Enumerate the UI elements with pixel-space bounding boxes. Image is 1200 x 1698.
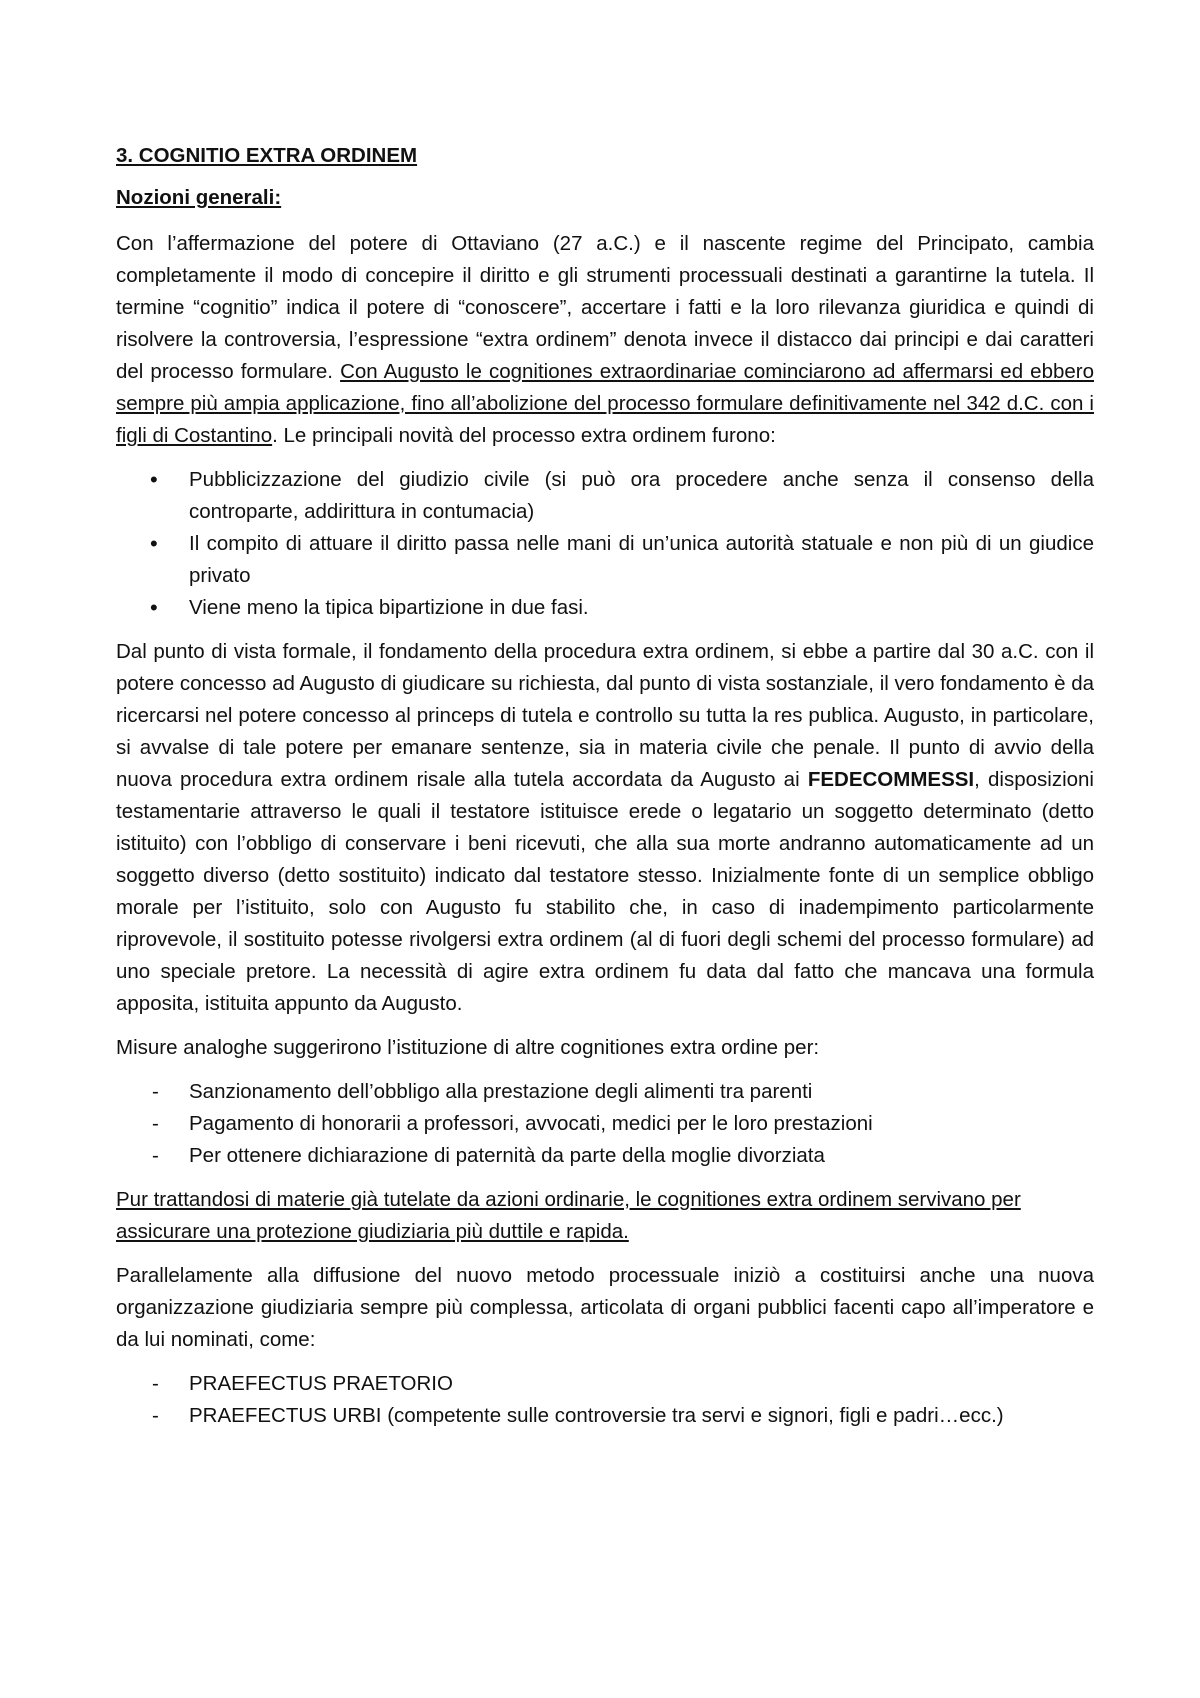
section-subtitle: Nozioni generali: [116,186,282,209]
list-item-text: Pubblicizzazione del giudizio civile (si può ora procedere anche senza il consenso della controparte, addirittura in contumacia) [189,468,1094,523]
paragraph-intro-tail: . Le principali novità del processo extra ordinem furono: [272,424,776,447]
paragraph-intro [116,228,1094,452]
list-item-text: PRAEFECTUS URBI (competente sulle controversie tra servi e signori, figli e padri…ecc.) [189,1404,1004,1427]
list-item [116,1108,1094,1140]
organi-list [116,1368,1094,1432]
list-item [116,592,1094,624]
dash-icon: - [152,1144,159,1167]
paragraph-intro-text: Con l’affermazione del potere di Ottaviano (27 a.C.) e il nascente regime del Principato, cambia completamente il modo di concepire il diritto e gli strumenti processuali destinati a garantirne la tutela. Il termine “cognitio” indica il potere di “conoscere”, accertare i fatti e la loro rilevanza giuridica e quindi di risolvere la controversia, l’espressione “extra ordinem” denota invece il distacco dai principi e dai caratteri del processo formulare. [116,232,1094,383]
bullet-icon: • [150,595,158,620]
paragraph-intro-underlined: Con Augusto le cognitiones extraordinariae cominciarono ad affermarsi ed ebbero sempre più ampia applicazione, fino all’abolizione del processo formulare definitivamente nel 342 d.C. con i figli di Costantino [116,360,1095,447]
list-item [116,528,1094,592]
paragraph-underlined-note: Pur trattandosi di materie già tutelate da azioni ordinarie, le cognitiones extra ordinem servivano per assicurare una protezione giudiziaria più duttile e rapida. [116,1188,1021,1243]
list-item-text: Per ottenere dichiarazione di paternità da parte della moglie divorziata [189,1144,825,1167]
dash-icon: - [152,1372,159,1395]
novelty-list [116,464,1094,624]
paragraph-fondamento [116,636,1094,1020]
section-title: 3. COGNITIO EXTRA ORDINEM [116,144,418,167]
misure-list [116,1076,1094,1172]
list-item-text: Viene meno la tipica bipartizione in due fasi. [189,596,589,619]
list-item [116,1400,1094,1432]
bullet-icon: • [150,467,158,492]
list-item-text: Il compito di attuare il diritto passa nelle mani di un’unica autorità statuale e non più di un giudice privato [189,532,1094,587]
list-item-text: Pagamento di honorarii a professori, avvocati, medici per le loro prestazioni [189,1112,873,1135]
document-page [116,140,1094,1444]
list-item [116,1140,1094,1172]
paragraph-organizzazione: Parallelamente alla diffusione del nuovo metodo processuale iniziò a costituirsi anche una nuova organizzazione giudiziaria sempre più complessa, articolata di organi pubblici facenti capo all’imperatore e da lui nominati, come: [116,1264,1094,1351]
list-item [116,1076,1094,1108]
dash-icon: - [152,1404,159,1427]
paragraph-fondamento-text: Dal punto di vista formale, il fondamento della procedura extra ordinem, si ebbe a partire dal 30 a.C. con il potere concesso ad Augusto di giudicare su richiesta, dal punto di vista sostanziale, il vero fondamento è da ricercarsi nel potere concesso al princeps di tutela e controllo su tutta la res publica. Augusto, in particolare, si avvalse di tale potere per emanare sentenze, sia in materia civile che penale. Il punto di avvio della nuova procedura extra ordinem risale alla tutela accordata da Augusto ai [116,640,1094,791]
list-item [116,464,1094,528]
dash-icon: - [152,1112,159,1135]
paragraph-misure: Misure analoghe suggerirono l’istituzione di altre cognitiones extra ordine per: [116,1036,820,1059]
paragraph-fondamento-bold: FEDECOMMESSI [807,768,975,791]
list-item-text: PRAEFECTUS PRAETORIO [189,1372,453,1395]
paragraph-fondamento-tail: , disposizioni testamentarie attraverso le quali il testatore istituisce erede o legatario un soggetto determinato (detto istituito) con l’obbligo di conservare i beni ricevuti, che alla sua morte andranno automaticamente ad un soggetto diverso (detto sostituito) indicato dal testatore stesso. Inizialmente fonte di un semplice obbligo morale per l’istituito, solo con Augusto fu stabilito che, in caso di inadempimento particolarmente riprovevole, il sostituito potesse rivolgersi extra ordinem (al di fuori degli schemi del processo formulare) ad uno speciale pretore. La necessità di agire extra ordinem fu data dal fatto che mancava una formula apposita, istituita appunto da Augusto. [116,768,1094,1015]
list-item-text: Sanzionamento dell’obbligo alla prestazione degli alimenti tra parenti [189,1080,813,1103]
dash-icon: - [152,1080,159,1103]
bullet-icon: • [150,531,158,556]
list-item [116,1368,1094,1400]
